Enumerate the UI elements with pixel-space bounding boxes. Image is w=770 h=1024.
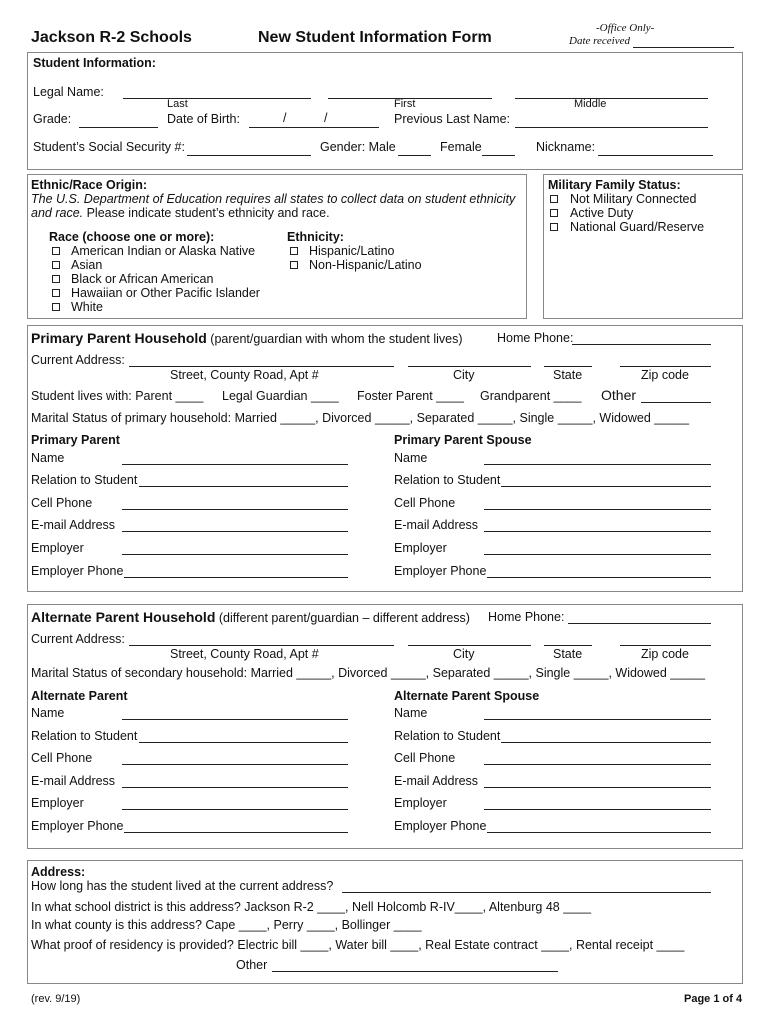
primary-city-label: City <box>453 368 475 382</box>
dob-slash-1: / <box>283 111 287 125</box>
primary-parent-relation-label: Relation to Student <box>31 473 138 487</box>
alternate-spouse-employer-phone-field[interactable] <box>487 832 711 833</box>
alternate-parent-name-label: Name <box>31 706 65 720</box>
alternate-spouse-name-label: Name <box>394 706 428 720</box>
gender-male-label: Gender: Male <box>320 140 396 154</box>
dob-field[interactable] <box>249 127 379 128</box>
alternate-parent-name-field[interactable] <box>122 719 348 720</box>
alternate-marital-status: Marital Status of secondary household: Married _____, Divorced _____, Separated _____, Single _____, Widowed _____ <box>31 666 706 680</box>
primary-spouse-cell-label: Cell Phone <box>394 496 456 510</box>
alternate-city-label: City <box>453 647 475 661</box>
alternate-spouse-cell-label: Cell Phone <box>394 751 456 765</box>
race-checkbox-2[interactable] <box>52 275 60 283</box>
page-number: Page 1 of 4 <box>684 993 743 1005</box>
alternate-zip-label: Zip code <box>641 647 689 661</box>
alternate-parent-email-field[interactable] <box>122 787 348 788</box>
alternate-state-field[interactable] <box>544 645 592 646</box>
primary-marital-status: Marital Status of primary household: Married _____, Divorced _____, Separated _____, Single _____, Widowed _____ <box>31 411 690 425</box>
primary-spouse-email-field[interactable] <box>484 531 711 532</box>
proof-of-residency-question: What proof of residency is provided? Electric bill ____, Water bill ____, Real Estate contract ____, Rental receipt ____ <box>31 938 685 952</box>
first-label: First <box>394 98 416 110</box>
middle-label: Middle <box>574 98 607 110</box>
race-option-3: Hawaiian or Other Pacific Islander <box>71 286 260 300</box>
military-heading: Military Family Status: <box>548 178 681 192</box>
lives-with-other-field[interactable] <box>641 402 711 403</box>
lives-with-other-label: Other <box>601 387 637 403</box>
primary-home-phone-field[interactable] <box>572 344 711 345</box>
alternate-home-phone-field[interactable] <box>568 623 711 624</box>
race-heading: Race (choose one or more): <box>49 230 215 244</box>
date-received-label: Date received <box>569 35 630 47</box>
lives-with-foster-label: Foster Parent ____ <box>357 389 465 403</box>
primary-street-field[interactable] <box>129 366 394 367</box>
primary-parent-email-field[interactable] <box>122 531 348 532</box>
grade-label: Grade: <box>33 112 72 126</box>
primary-parent-email-label: E-mail Address <box>31 518 116 532</box>
race-option-2: Black or African American <box>71 272 214 286</box>
gender-female-field[interactable] <box>482 155 515 156</box>
alternate-spouse-email-label: E-mail Address <box>394 774 479 788</box>
ethnic-desc-2-rest: Please indicate student’s ethnicity and race. <box>83 206 330 220</box>
alternate-spouse-cell-field[interactable] <box>484 764 711 765</box>
revision-label: (rev. 9/19) <box>31 993 81 1005</box>
alternate-household-section <box>27 604 743 849</box>
primary-spouse-employer-label: Employer <box>394 541 447 555</box>
primary-state-field[interactable] <box>544 366 592 367</box>
last-label: Last <box>167 98 188 110</box>
date-received-field[interactable] <box>633 47 734 48</box>
alternate-parent-relation-label: Relation to Student <box>31 729 138 743</box>
alternate-spouse-relation-field[interactable] <box>501 742 711 743</box>
primary-zip-field[interactable] <box>620 366 711 367</box>
alternate-spouse-name-field[interactable] <box>484 719 711 720</box>
form-title: New Student Information Form <box>258 29 492 46</box>
primary-parent-name-label: Name <box>31 451 65 465</box>
military-option-0: Not Military Connected <box>570 192 697 206</box>
alternate-parent-cell-label: Cell Phone <box>31 751 93 765</box>
alternate-parent-employer-phone-field[interactable] <box>124 832 348 833</box>
alternate-street-field[interactable] <box>129 645 394 646</box>
primary-city-field[interactable] <box>408 366 531 367</box>
primary-parent-heading: Primary Parent <box>31 433 120 447</box>
lives-with-parent-label: Student lives with: Parent ____ <box>31 389 204 403</box>
alternate-address-label: Current Address: <box>31 632 125 646</box>
primary-spouse-email-label: E-mail Address <box>394 518 479 532</box>
alternate-household-subheading: (different parent/guardian – different address) <box>215 611 470 625</box>
how-long-field[interactable] <box>342 892 711 893</box>
alternate-parent-relation-field[interactable] <box>139 742 348 743</box>
nickname-field[interactable] <box>598 155 713 156</box>
primary-address-label: Current Address: <box>31 353 125 367</box>
address-heading: Address: <box>31 865 86 879</box>
ethnic-desc-2 <box>31 206 330 220</box>
primary-household-heading-row <box>31 330 463 346</box>
how-long-label: How long has the student lived at the current address? <box>31 879 334 893</box>
alternate-spouse-heading: Alternate Parent Spouse <box>394 689 540 703</box>
military-option-1: Active Duty <box>570 206 634 220</box>
ssn-label: Student’s Social Security #: <box>33 140 185 154</box>
primary-parent-cell-label: Cell Phone <box>31 496 93 510</box>
ssn-field[interactable] <box>187 155 311 156</box>
primary-household-heading: Primary Parent Household <box>31 330 207 346</box>
alternate-parent-heading: Alternate Parent <box>31 689 128 703</box>
legal-name-label: Legal Name: <box>33 85 104 99</box>
alternate-spouse-employer-field[interactable] <box>484 809 711 810</box>
race-option-4: White <box>71 300 103 314</box>
gender-female-label: Female <box>440 140 482 154</box>
alternate-city-field[interactable] <box>408 645 531 646</box>
ethnic-heading: Ethnic/Race Origin: <box>31 178 147 192</box>
alternate-street-label: Street, County Road, Apt # <box>170 647 319 661</box>
ethnicity-heading: Ethnicity: <box>287 230 344 244</box>
primary-spouse-relation-label: Relation to Student <box>394 473 501 487</box>
last-name-field[interactable] <box>123 98 311 99</box>
ethnicity-option-1: Non-Hispanic/Latino <box>309 258 422 272</box>
alternate-spouse-employer-label: Employer <box>394 796 447 810</box>
alternate-home-phone-label: Home Phone: <box>488 610 565 624</box>
primary-street-label: Street, County Road, Apt # <box>170 368 319 382</box>
primary-spouse-cell-field[interactable] <box>484 509 711 510</box>
primary-spouse-employer-phone-field[interactable] <box>487 577 711 578</box>
previous-last-name-field[interactable] <box>515 127 708 128</box>
alternate-household-heading: Alternate Parent Household <box>31 609 216 625</box>
ethnicity-option-0: Hispanic/Latino <box>309 244 395 258</box>
primary-spouse-heading: Primary Parent Spouse <box>394 433 532 447</box>
military-checkbox-1[interactable] <box>550 209 558 217</box>
alternate-zip-field[interactable] <box>620 645 711 646</box>
lives-with-guardian-label: Legal Guardian ____ <box>222 389 339 403</box>
race-checkbox-0[interactable] <box>52 247 60 255</box>
ethnic-desc-1: The U.S. Department of Education requires all states to collect data on student ethnicity <box>31 192 516 206</box>
race-option-1: Asian <box>71 258 103 272</box>
race-option-0: American Indian or Alaska Native <box>71 244 256 258</box>
ethnic-desc-2-italic: and race. <box>31 206 84 220</box>
alternate-spouse-email-field[interactable] <box>484 787 711 788</box>
primary-parent-relation-field[interactable] <box>139 486 348 487</box>
primary-spouse-relation-field[interactable] <box>501 486 711 487</box>
school-name: Jackson R-2 Schools <box>31 29 192 46</box>
grade-field[interactable] <box>79 127 158 128</box>
alternate-parent-employer-phone-label: Employer Phone <box>31 819 124 833</box>
military-option-2: National Guard/Reserve <box>570 220 705 234</box>
primary-spouse-employer-field[interactable] <box>484 554 711 555</box>
student-info-heading: Student Information: <box>33 56 156 70</box>
primary-parent-employer-phone-label: Employer Phone <box>31 564 124 578</box>
ethnicity-checkbox-1[interactable] <box>290 261 298 269</box>
race-checkbox-3[interactable] <box>52 289 60 297</box>
nickname-label: Nickname: <box>536 140 596 154</box>
primary-parent-employer-phone-field[interactable] <box>124 577 348 578</box>
office-only-label: -Office Only- <box>596 22 655 34</box>
lives-with-grandparent-label: Grandparent ____ <box>480 389 582 403</box>
primary-parent-employer-label: Employer <box>31 541 84 555</box>
primary-zip-label: Zip code <box>641 368 689 382</box>
county-question: In what county is this address? Cape ____, Perry ____, Bollinger ____ <box>31 918 422 932</box>
dob-slash-2: / <box>324 111 328 125</box>
alternate-parent-employer-field[interactable] <box>122 809 348 810</box>
primary-parent-cell-field[interactable] <box>122 509 348 510</box>
military-checkbox-2[interactable] <box>550 223 558 231</box>
dob-label: Date of Birth: <box>167 112 240 126</box>
primary-spouse-name-field[interactable] <box>484 464 711 465</box>
race-checkbox-4[interactable] <box>52 303 60 311</box>
alternate-household-heading-row <box>31 609 470 625</box>
alternate-parent-email-label: E-mail Address <box>31 774 116 788</box>
alternate-parent-cell-field[interactable] <box>122 764 348 765</box>
military-checkbox-0[interactable] <box>550 195 558 203</box>
proof-other-field[interactable] <box>272 971 558 972</box>
ethnicity-checkbox-0[interactable] <box>290 247 298 255</box>
proof-other-label: Other <box>236 958 268 972</box>
race-checkbox-1[interactable] <box>52 261 60 269</box>
primary-parent-employer-field[interactable] <box>122 554 348 555</box>
alternate-spouse-employer-phone-label: Employer Phone <box>394 819 487 833</box>
primary-parent-name-field[interactable] <box>122 464 348 465</box>
school-district-question: In what school district is this address? Jackson R-2 ____, Nell Holcomb R-IV____, Altenburg 48 ____ <box>31 900 592 914</box>
middle-name-field[interactable] <box>515 98 708 99</box>
gender-male-field[interactable] <box>398 155 431 156</box>
primary-household-subheading: (parent/guardian with whom the student lives) <box>206 332 463 346</box>
primary-state-label: State <box>553 368 583 382</box>
primary-spouse-name-label: Name <box>394 451 428 465</box>
alternate-spouse-relation-label: Relation to Student <box>394 729 501 743</box>
alternate-state-label: State <box>553 647 583 661</box>
previous-last-name-label: Previous Last Name: <box>394 112 511 126</box>
primary-home-phone-label: Home Phone: <box>497 331 574 345</box>
primary-spouse-employer-phone-label: Employer Phone <box>394 564 487 578</box>
alternate-parent-employer-label: Employer <box>31 796 84 810</box>
